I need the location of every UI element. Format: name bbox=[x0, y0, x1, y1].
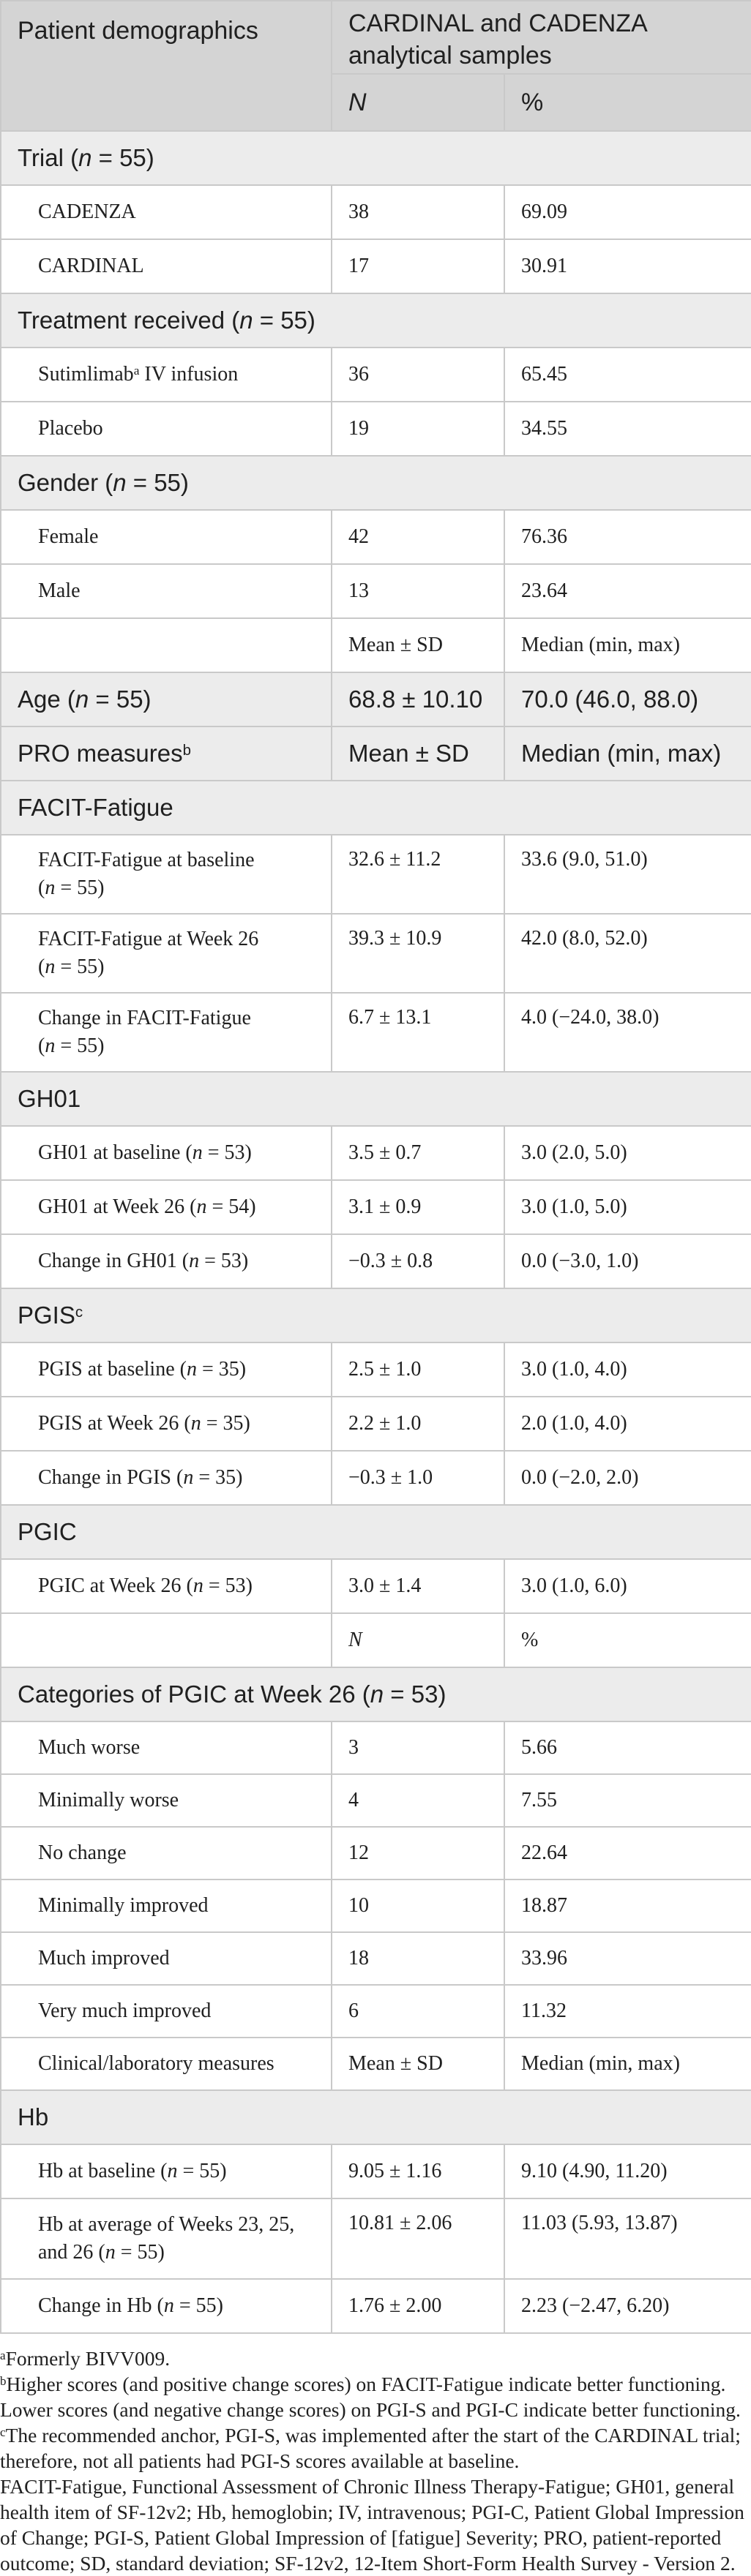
footnotes bbox=[0, 2334, 751, 2576]
row-median: 2.0 (1.0, 4.0) bbox=[504, 1397, 751, 1451]
table-row bbox=[1, 510, 751, 564]
row-label: No change bbox=[1, 1827, 332, 1880]
group-hb-label: Hb bbox=[1, 2090, 751, 2144]
row-n: 13 bbox=[332, 564, 504, 618]
row-n: 3 bbox=[332, 1721, 504, 1774]
row-median: 2.23 (−2.47, 6.20) bbox=[504, 2279, 751, 2333]
table-row bbox=[1, 1932, 751, 1985]
table-row bbox=[1, 2198, 751, 2279]
row-pct: 65.45 bbox=[504, 348, 751, 402]
row-median: 3.0 (1.0, 4.0) bbox=[504, 1343, 751, 1397]
group-pgic-label: PGIC bbox=[1, 1505, 751, 1559]
group-gender-label: Gender (n = 55) bbox=[1, 456, 751, 510]
row-n: 42 bbox=[332, 510, 504, 564]
row-label: Hb at average of Weeks 23, 25, and 26 (n = 55) bbox=[1, 2198, 332, 2279]
row-label: Hb at baseline (n = 55) bbox=[1, 2144, 332, 2198]
row-label: PGIC at Week 26 (n = 53) bbox=[1, 1559, 332, 1613]
row-n: 4 bbox=[332, 1774, 504, 1827]
table-row bbox=[1, 2279, 751, 2333]
row-median: 9.10 (4.90, 11.20) bbox=[504, 2144, 751, 2198]
row-pct: 76.36 bbox=[504, 510, 751, 564]
row-n: 17 bbox=[332, 239, 504, 293]
row-mean: 3.1 ± 0.9 bbox=[332, 1180, 504, 1234]
row-n: 19 bbox=[332, 402, 504, 456]
group-trial-label: Trial (n = 55) bbox=[1, 131, 751, 185]
table-row bbox=[1, 1985, 751, 2038]
footnote-b: $^b$Higher scores (and positive change scores) on FACIT-Fatigue indicate better functioning. Lower scores (and negative change scores) on PGI-S and PGI-C indicate better functioning. bbox=[0, 2373, 741, 2421]
median-label: Median (min, max) bbox=[504, 618, 751, 672]
table-row bbox=[1, 402, 751, 456]
table-row bbox=[1, 348, 751, 402]
row-mean: 6.7 ± 13.1 bbox=[332, 993, 504, 1072]
group-gh01 bbox=[1, 1072, 751, 1126]
row-n: 6 bbox=[332, 1985, 504, 2038]
group-hb bbox=[1, 2090, 751, 2144]
table-row bbox=[1, 1451, 751, 1505]
row-age bbox=[1, 672, 751, 726]
table-row bbox=[1, 564, 751, 618]
header-row bbox=[1, 1, 751, 74]
row-pro-measures bbox=[1, 726, 751, 781]
stat-header-row bbox=[1, 2038, 751, 2090]
header-n: N bbox=[332, 74, 504, 131]
row-label: PGIS at Week 26 (n = 35) bbox=[1, 1397, 332, 1451]
group-treatment-label: Treatment received (n = 55) bbox=[1, 293, 751, 348]
row-median: 11.03 (5.93, 13.87) bbox=[504, 2198, 751, 2279]
table-row bbox=[1, 835, 751, 914]
row-label: GH01 at Week 26 (n = 54) bbox=[1, 1180, 332, 1234]
row-pct: 18.87 bbox=[504, 1880, 751, 1932]
row-mean: 39.3 ± 10.9 bbox=[332, 914, 504, 993]
group-facit-label: FACIT-Fatigue bbox=[1, 781, 751, 835]
row-label: Female bbox=[1, 510, 332, 564]
group-facit bbox=[1, 781, 751, 835]
row-label: Very much improved bbox=[1, 1985, 332, 2038]
pct-label: % bbox=[504, 1613, 751, 1667]
row-n: 36 bbox=[332, 348, 504, 402]
row-mean: −0.3 ± 0.8 bbox=[332, 1234, 504, 1288]
abbreviations: FACIT-Fatigue, Functional Assessment of Chronic Illness Therapy-Fatigue; GH01, general health item of SF-12v2; Hb, hemoglobin; IV, intravenous; PGI-C, Patient Global Impression of Change; PGI-S, Patient Global Impression of [fatigue] Severity; PRO, patient-reported outcome; SD, standard deviation; SF-12v2, 12-Item Short-Form Health Survey - Version 2. bbox=[0, 2475, 744, 2575]
row-label: Change in Hb (n = 55) bbox=[1, 2279, 332, 2333]
row-label: FACIT-Fatigue at baseline (n = 55) bbox=[1, 835, 332, 914]
row-median: 3.0 (1.0, 5.0) bbox=[504, 1180, 751, 1234]
group-pgic-categories-label: Categories of PGIC at Week 26 (n = 53) bbox=[1, 1667, 751, 1721]
row-median: 0.0 (−2.0, 2.0) bbox=[504, 1451, 751, 1505]
row-mean: 3.0 ± 1.4 bbox=[332, 1559, 504, 1613]
footnote-c: $^c$The recommended anchor, PGI-S, was implemented after the start of the CARDINAL trial; therefore, not all patients had PGI-S scores available at baseline. bbox=[0, 2424, 741, 2472]
group-pgis bbox=[1, 1288, 751, 1343]
row-label: Sutimlimab$^a$ IV infusion bbox=[1, 348, 332, 402]
table-row bbox=[1, 2144, 751, 2198]
row-label: Much improved bbox=[1, 1932, 332, 1985]
table-row bbox=[1, 1559, 751, 1613]
row-pct: 34.55 bbox=[504, 402, 751, 456]
group-pgis-label: PGIS$^c$ bbox=[1, 1288, 751, 1343]
age-label: Age (n = 55) bbox=[1, 672, 332, 726]
row-median: 4.0 (−24.0, 38.0) bbox=[504, 993, 751, 1072]
row-label: Change in PGIS (n = 35) bbox=[1, 1451, 332, 1505]
row-median: 3.0 (2.0, 5.0) bbox=[504, 1126, 751, 1180]
row-label: Male bbox=[1, 564, 332, 618]
table-row bbox=[1, 185, 751, 239]
row-mean: 10.81 ± 2.06 bbox=[332, 2198, 504, 2279]
row-median: 0.0 (−3.0, 1.0) bbox=[504, 1234, 751, 1288]
row-label: Minimally improved bbox=[1, 1880, 332, 1932]
header-patient-demographics: Patient demographics bbox=[1, 1, 332, 131]
row-median: 33.6 (9.0, 51.0) bbox=[504, 835, 751, 914]
median-label: Median (min, max) bbox=[504, 2038, 751, 2090]
row-n: 10 bbox=[332, 1880, 504, 1932]
pro-label: PRO measures$^b$ bbox=[1, 726, 332, 781]
table-row bbox=[1, 914, 751, 993]
row-mean: −0.3 ± 1.0 bbox=[332, 1451, 504, 1505]
row-mean: 2.5 ± 1.0 bbox=[332, 1343, 504, 1397]
row-pct: 11.32 bbox=[504, 1985, 751, 2038]
row-pct: 22.64 bbox=[504, 1827, 751, 1880]
pro-mean-label: Mean ± SD bbox=[332, 726, 504, 781]
row-label: Much worse bbox=[1, 1721, 332, 1774]
mean-sd-label: Mean ± SD bbox=[332, 2038, 504, 2090]
row-median: 42.0 (8.0, 52.0) bbox=[504, 914, 751, 993]
group-trial bbox=[1, 131, 751, 185]
row-n: 38 bbox=[332, 185, 504, 239]
group-gender bbox=[1, 456, 751, 510]
stat-header-row bbox=[1, 1613, 751, 1667]
age-mean: 68.8 ± 10.10 bbox=[332, 672, 504, 726]
group-pgic-categories bbox=[1, 1667, 751, 1721]
table-row bbox=[1, 1397, 751, 1451]
mean-sd-label: Mean ± SD bbox=[332, 618, 504, 672]
row-label: FACIT-Fatigue at Week 26 (n = 55) bbox=[1, 914, 332, 993]
row-label-empty bbox=[1, 618, 332, 672]
row-pct: 69.09 bbox=[504, 185, 751, 239]
footnote-a: $^a$Formerly BIVV009. bbox=[0, 2347, 171, 2370]
row-mean: 3.5 ± 0.7 bbox=[332, 1126, 504, 1180]
clinical-measures-label: Clinical/laboratory measures bbox=[1, 2038, 332, 2090]
row-pct: 23.64 bbox=[504, 564, 751, 618]
row-mean: 32.6 ± 11.2 bbox=[332, 835, 504, 914]
row-label: GH01 at baseline (n = 53) bbox=[1, 1126, 332, 1180]
row-label: Placebo bbox=[1, 402, 332, 456]
header-pct: % bbox=[504, 74, 751, 131]
row-label-empty bbox=[1, 1613, 332, 1667]
table-row bbox=[1, 1343, 751, 1397]
table-row bbox=[1, 1827, 751, 1880]
row-n: 18 bbox=[332, 1932, 504, 1985]
header-analytical-samples: CARDINAL and CADENZA analytical samples bbox=[332, 1, 751, 74]
group-treatment bbox=[1, 293, 751, 348]
row-label: PGIS at baseline (n = 35) bbox=[1, 1343, 332, 1397]
age-median: 70.0 (46.0, 88.0) bbox=[504, 672, 751, 726]
row-label: Change in FACIT-Fatigue (n = 55) bbox=[1, 993, 332, 1072]
row-n: 12 bbox=[332, 1827, 504, 1880]
table-row bbox=[1, 239, 751, 293]
group-pgic bbox=[1, 1505, 751, 1559]
table-row bbox=[1, 1234, 751, 1288]
n-label: N bbox=[332, 1613, 504, 1667]
table-row bbox=[1, 1126, 751, 1180]
table-row bbox=[1, 1721, 751, 1774]
row-label: Minimally worse bbox=[1, 1774, 332, 1827]
row-pct: 33.96 bbox=[504, 1932, 751, 1985]
table-row bbox=[1, 1880, 751, 1932]
row-mean: 1.76 ± 2.00 bbox=[332, 2279, 504, 2333]
row-pct: 7.55 bbox=[504, 1774, 751, 1827]
row-pct: 5.66 bbox=[504, 1721, 751, 1774]
row-mean: 2.2 ± 1.0 bbox=[332, 1397, 504, 1451]
row-median: 3.0 (1.0, 6.0) bbox=[504, 1559, 751, 1613]
group-gh01-label: GH01 bbox=[1, 1072, 751, 1126]
row-mean: 9.05 ± 1.16 bbox=[332, 2144, 504, 2198]
stat-header-row bbox=[1, 618, 751, 672]
row-label: Change in GH01 (n = 53) bbox=[1, 1234, 332, 1288]
row-label: CARDINAL bbox=[1, 239, 332, 293]
table-row bbox=[1, 1774, 751, 1827]
pro-median-label: Median (min, max) bbox=[504, 726, 751, 781]
row-pct: 30.91 bbox=[504, 239, 751, 293]
row-label: CADENZA bbox=[1, 185, 332, 239]
table-row bbox=[1, 1180, 751, 1234]
table-row bbox=[1, 993, 751, 1072]
